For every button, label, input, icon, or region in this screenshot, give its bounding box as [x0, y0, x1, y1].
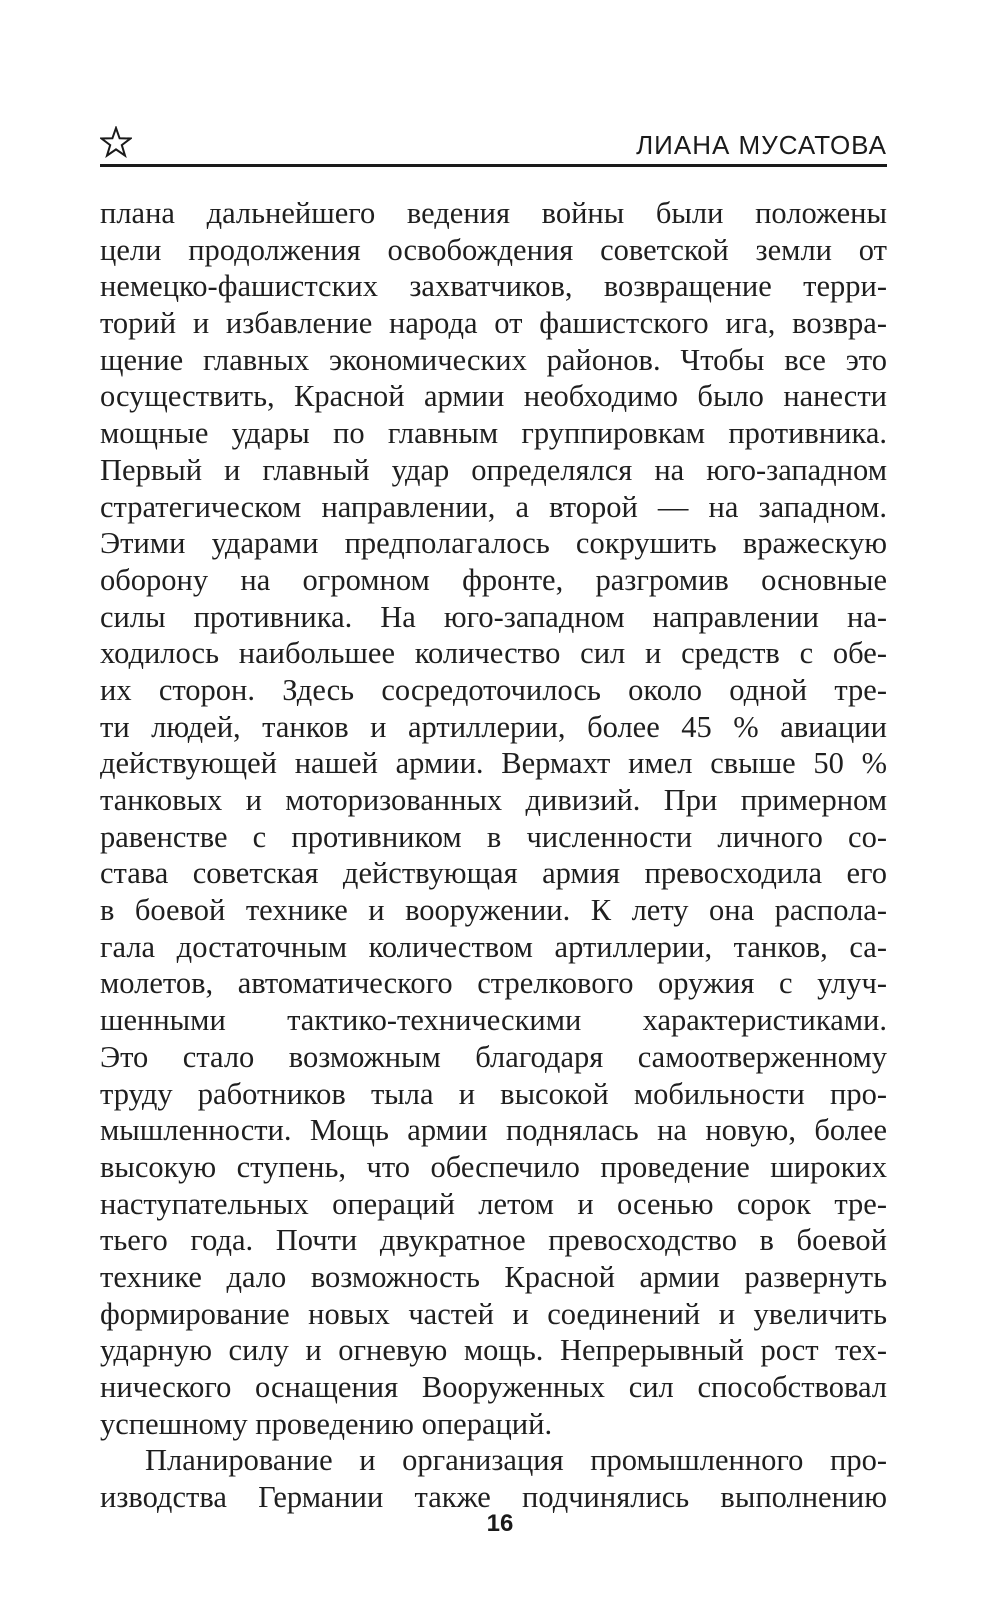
- text-line: ударную силу и огневую мощь. Непрерывный рост тех-: [100, 1333, 887, 1368]
- text-line: гала достаточным количеством артиллерии, танков, са-: [100, 929, 887, 964]
- text-line: молетов, автоматического стрелкового оружия с улуч-: [100, 966, 887, 1001]
- text-line: высокую ступень, что обеспечило проведение широких: [100, 1149, 887, 1184]
- text-line: в боевой технике и вооружении. К лету она распола-: [100, 893, 887, 928]
- text-line: равенстве с противником в численности личного со-: [100, 819, 887, 854]
- text-line: щение главных экономических районов. Чтобы все это: [100, 342, 887, 377]
- text-line: става советская действующая армия превосходила его: [100, 856, 887, 891]
- text-line: осуществить, Красной армии необходимо было нанести: [100, 379, 887, 414]
- text-line: труду работников тыла и высокой мобильности про-: [100, 1076, 887, 1111]
- text-line: оборону на огромном фронте, разгромив основные: [100, 562, 887, 597]
- text-line: наступательных операций летом и осенью сорок тре-: [100, 1186, 887, 1221]
- text-line: стратегическом направлении, а второй — на западном.: [100, 489, 887, 524]
- page-header: [100, 118, 887, 166]
- text-line: технике дало возможность Красной армии развернуть: [100, 1259, 887, 1294]
- text-line: немецко-фашистских захватчиков, возвращение терри-: [100, 269, 887, 304]
- header-rule: [100, 164, 887, 167]
- text-line: действующей нашей армии. Вермахт имел свыше 50 %: [100, 746, 887, 781]
- running-title: ЛИАНА МУСАТОВА: [636, 130, 887, 160]
- body-text: [100, 195, 887, 1516]
- star-icon: [100, 126, 132, 158]
- text-line: ходилось наибольшее количество сил и средств с обе-: [100, 636, 887, 671]
- text-line: ти людей, танков и артиллерии, более 45 % авиации: [100, 709, 887, 744]
- text-line: танковых и моторизованных дивизий. При примерном: [100, 783, 887, 817]
- page-number: 16: [486, 1510, 514, 1537]
- text-line: плана дальнейшего ведения войны были положены: [100, 196, 887, 230]
- text-line: мощные удары по главным группировкам противника.: [100, 416, 887, 451]
- text-line: Планирование и организация промышленного про-: [145, 1443, 887, 1478]
- text-line: цели продолжения освобождения советской земли от: [100, 232, 887, 267]
- text-line: формирование новых частей и соединений и увеличить: [100, 1296, 887, 1331]
- text-line: Это стало возможным благодаря самоотверженному: [100, 1039, 887, 1074]
- text-line: Этими ударами предполагалось сокрушить вражескую: [100, 526, 887, 561]
- text-line: изводства Германии также подчинялись выполнению: [100, 1480, 887, 1515]
- text-line: силы противника. На юго-западном направлении на-: [100, 599, 887, 634]
- text-line: нического оснащения Вооруженных сил способствовал: [100, 1370, 887, 1404]
- text-line: шенными тактико-техническими характеристиками.: [100, 1003, 887, 1038]
- text-line: тьего года. Почти двукратное превосходство в боевой: [100, 1223, 887, 1258]
- text-line: торий и избавление народа от фашистского ига, возвра-: [100, 306, 887, 341]
- text-line: успешному проведению операций.: [100, 1406, 553, 1441]
- text-line: их сторон. Здесь сосредоточилось около одной тре-: [100, 672, 887, 707]
- text-line: Первый и главный удар определялся на юго-западном: [100, 452, 887, 487]
- text-line: мышленности. Мощь армии поднялась на новую, более: [100, 1113, 887, 1148]
